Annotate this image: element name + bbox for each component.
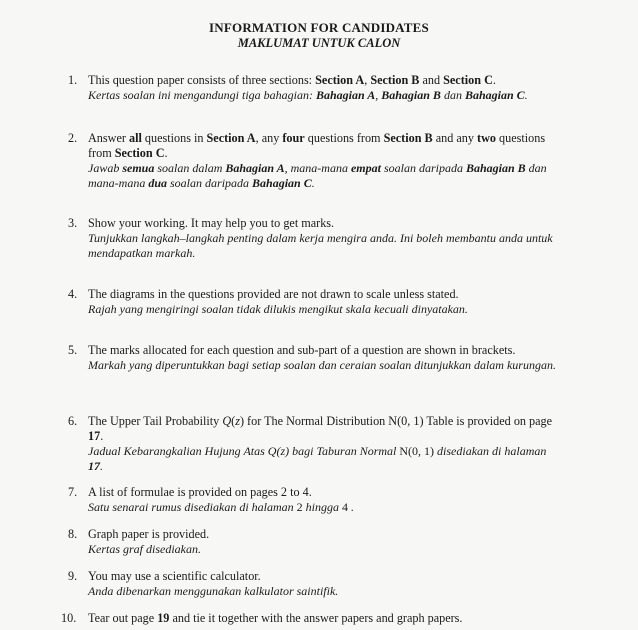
instruction-item — [68, 216, 560, 261]
item-number: 7. — [68, 485, 78, 499]
title-english: INFORMATION FOR CANDIDATES — [209, 20, 429, 35]
instruction-item — [68, 414, 560, 474]
item-number: 9. — [68, 569, 78, 583]
instruction-item — [68, 569, 560, 599]
item-text-malay: Tunjukkan langkah–langkah penting dalam kerja mengira anda. Ini boleh membantu anda untuk mendapatkan markah. — [88, 231, 553, 260]
item-text-english: The Upper Tail Probability Q(z) for The Normal Distribution N(0, 1) Table is provided on page 17. — [88, 414, 553, 443]
item-number: 1. — [68, 73, 78, 87]
item-text-malay: Jadual Kebarangkalian Hujung Atas Q(z) bagi Taburan Normal N(0, 1) disediakan di halaman 17. — [88, 444, 547, 473]
item-number: 4. — [68, 287, 78, 301]
item-text-malay: Kertas soalan ini mengandungi tiga bahagian: Bahagian A, Bahagian B dan Bahagian C. — [88, 88, 528, 102]
item-number: 6. — [68, 414, 78, 428]
instruction-item — [61, 611, 560, 626]
instruction-item — [68, 73, 560, 103]
item-number: 3. — [68, 216, 78, 230]
title-malay: MAKLUMAT UNTUK CALON — [237, 36, 401, 50]
instruction-item — [68, 131, 560, 191]
item-text-english: The marks allocated for each question and sub-part of a question are shown in brackets. — [88, 343, 516, 357]
item-text-english: You may use a scientific calculator. — [88, 569, 261, 583]
item-text-english: Answer all questions in Section A, any four questions from Section B and any two questions from Section C. — [88, 131, 546, 160]
instruction-item — [68, 343, 560, 373]
instruction-item — [68, 527, 560, 557]
item-text-english: The diagrams in the questions provided are not drawn to scale unless stated. — [88, 287, 459, 301]
item-text-english: Show your working. It may help you to get marks. — [88, 216, 335, 230]
item-text-malay: Kertas graf disediakan. — [88, 542, 201, 556]
instruction-item — [68, 485, 560, 515]
item-text-english: A list of formulae is provided on pages 2 to 4. — [88, 485, 312, 499]
item-text-english: Tear out page 19 and tie it together with the answer papers and graph papers. — [88, 611, 463, 625]
item-text-english: This question paper consists of three sections: Section A, Section B and Section C. — [88, 73, 496, 87]
item-text-malay: Jawab semua soalan dalam Bahagian A, mana-mana empat soalan daripada Bahagian B dan mana-mana dua soalan daripada Bahagian C. — [88, 161, 547, 190]
item-text-malay: Anda dibenarkan menggunakan kalkulator saintifik. — [88, 584, 339, 598]
item-text-malay: Markah yang diperuntukkan bagi setiap soalan dan ceraian soalan ditunjukkan dalam kurungan. — [88, 358, 556, 372]
item-number: 8. — [68, 527, 78, 541]
item-text-english: Graph paper is provided. — [88, 527, 210, 541]
item-text-malay: Rajah yang mengiringi soalan tidak dilukis mengikut skala kecuali dinyatakan. — [88, 302, 468, 316]
instruction-item — [68, 287, 560, 317]
item-number: 10. — [61, 611, 77, 625]
item-text-malay: Satu senarai rumus disediakan di halaman 2 hingga 4 . — [88, 500, 355, 514]
item-number: 2. — [68, 131, 78, 145]
item-number: 5. — [68, 343, 78, 357]
